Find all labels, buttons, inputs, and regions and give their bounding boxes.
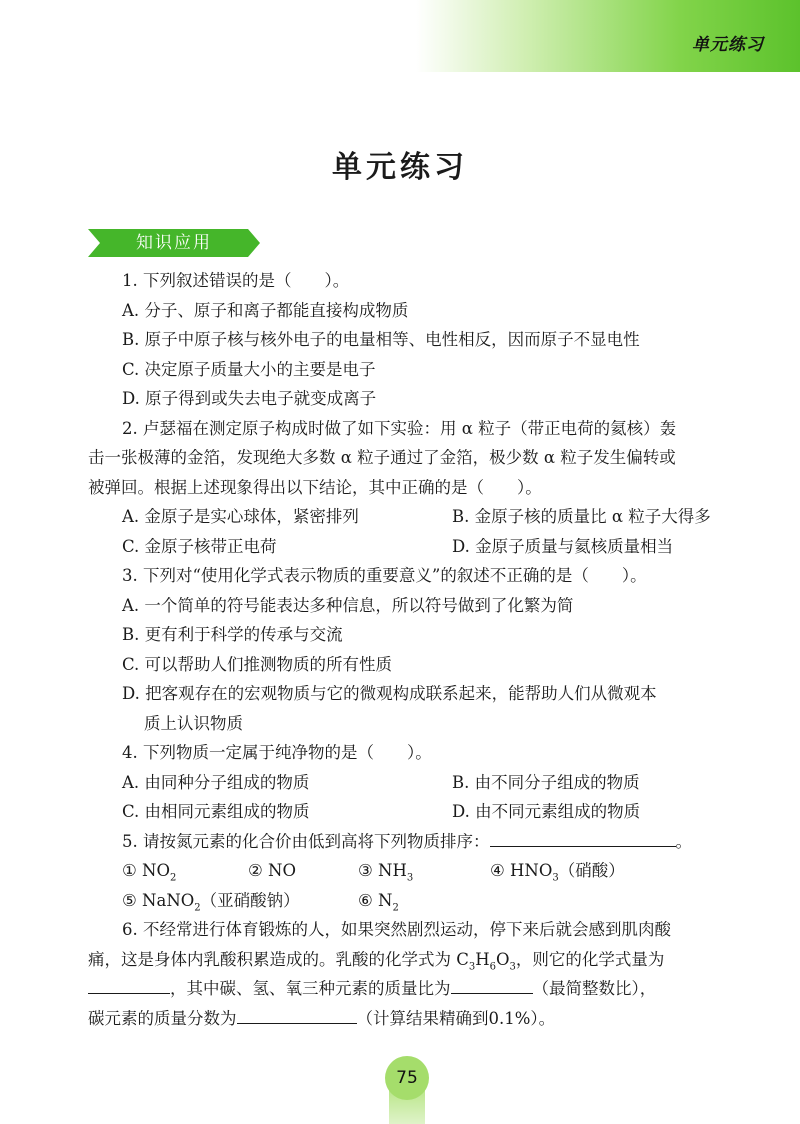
question-2-line-2: 击一张极薄的金箔，发现绝大多数 α 粒子通过了金箔，极少数 α 粒子发生偏转或 xyxy=(88,448,676,467)
question-4-option-b: B. 由不同分子组成的物质 xyxy=(452,772,640,792)
page-title: 单元练习 xyxy=(332,150,468,185)
question-5-items-row-1 xyxy=(88,856,738,886)
question-4-options-row-2 xyxy=(88,797,738,827)
question-5-item-1: ① $NO_2$ xyxy=(122,861,177,884)
question-1-stem: 1. 下列叙述错误的是（ ）。 xyxy=(122,271,350,290)
answer-blank[interactable] xyxy=(237,1005,357,1024)
header-band xyxy=(0,0,800,72)
question-4-options-row-1 xyxy=(88,768,738,798)
question-3-option-d-continued: 质上认识物质 xyxy=(144,713,243,733)
question-2-options-row-1 xyxy=(88,502,738,532)
question-6-line-2: 痛，这是身体内乳酸积累造成的。乳酸的化学式为 $C_3H_6O_3$，则它的化学式量为 xyxy=(88,949,665,972)
question-4-option-a: A. 由同种分子组成的物质 xyxy=(122,772,310,792)
question-3-option-b: B. 更有利于科学的传承与交流 xyxy=(122,625,343,644)
question-2-options-row-2 xyxy=(88,532,738,562)
question-2-option-a: A. 金原子是实心球体，紧密排列 xyxy=(122,507,359,526)
question-5-items-row-2 xyxy=(88,886,738,916)
question-5-stem-text: 5. 请按氮元素的化合价由低到高将下列物质排序： xyxy=(122,831,490,851)
question-5-item-3: ③ $NH_3$ xyxy=(358,861,414,884)
question-3-stem: 3. 下列对“使用化学式表示物质的重要意义”的叙述不正确的是（ ）。 xyxy=(122,566,647,585)
question-2-line-1: 2. 卢瑟福在测定原子构成时做了如下实验：用 α 粒子（带正电荷的氦核）轰 xyxy=(122,418,677,438)
question-5-item-2: ② NO xyxy=(248,861,297,880)
question-2-line-3: 被弹回。根据上述现象得出以下结论，其中正确的是（ ）。 xyxy=(88,477,542,497)
question-3-option-c: C. 可以帮助人们推测物质的所有性质 xyxy=(122,654,393,674)
question-2-option-b: B. 金原子核的质量比 α 粒子大得多 xyxy=(452,507,711,526)
question-2-option-c: C. 金原子核带正电荷 xyxy=(122,536,277,556)
answer-blank[interactable] xyxy=(451,975,533,994)
question-1-option-d: D. 原子得到或失去电子就变成离子 xyxy=(122,389,377,408)
question-1-option-c: C. 决定原子质量大小的主要是电子 xyxy=(122,359,376,379)
banner-label: 知识应用 xyxy=(136,233,212,253)
question-1-option-b: B. 原子中原子核与核外电子的电量相等、电性相反，因而原子不显电性 xyxy=(122,330,640,349)
question-5-stem-end: 。 xyxy=(675,831,692,851)
question-5-item-5: ⑤ NaNO$_2$（亚硝酸钠） xyxy=(122,890,300,913)
question-3-option-a: A. 一个简单的符号能表达多种信息，所以符号做到了化繁为简 xyxy=(122,595,574,615)
question-1-option-a: A. 分子、原子和离子都能直接构成物质 xyxy=(122,300,409,320)
question-2-option-d: D. 金原子质量与氦核质量相当 xyxy=(452,536,674,556)
answer-blank[interactable] xyxy=(88,975,170,994)
question-4-option-c: C. 由相同元素组成的物质 xyxy=(122,802,310,821)
question-5-stem xyxy=(88,827,738,857)
question-5-item-6: ⑥ $N_2$ xyxy=(358,890,399,913)
question-6-line-1: 6. 不经常进行体育锻炼的人，如果突然剧烈运动，停下来后就会感到肌肉酸 xyxy=(122,920,671,939)
question-6-line-4: 碳元素的质量分数为 （计算结果精确到0.1%）。 xyxy=(88,1004,738,1034)
header-section-label: 单元练习 xyxy=(692,35,764,55)
question-3-option-d: D. 把客观存在的宏观物质与它的微观构成联系起来，能帮助人们从微观本 xyxy=(122,684,657,703)
section-banner xyxy=(88,229,260,257)
exercise-content xyxy=(88,266,738,1033)
page-number: 75 xyxy=(385,1056,429,1100)
question-4-option-d: D. 由不同元素组成的物质 xyxy=(452,802,641,821)
question-5-item-4: ④ $HNO_3$（硝酸） xyxy=(490,861,625,884)
answer-blank[interactable] xyxy=(490,828,676,847)
question-4-stem: 4. 下列物质一定属于纯净物的是（ ）。 xyxy=(122,743,432,762)
question-6-line-3: ，其中碳、氢、氧三种元素的质量比为 （最简整数比）， xyxy=(88,974,738,1004)
